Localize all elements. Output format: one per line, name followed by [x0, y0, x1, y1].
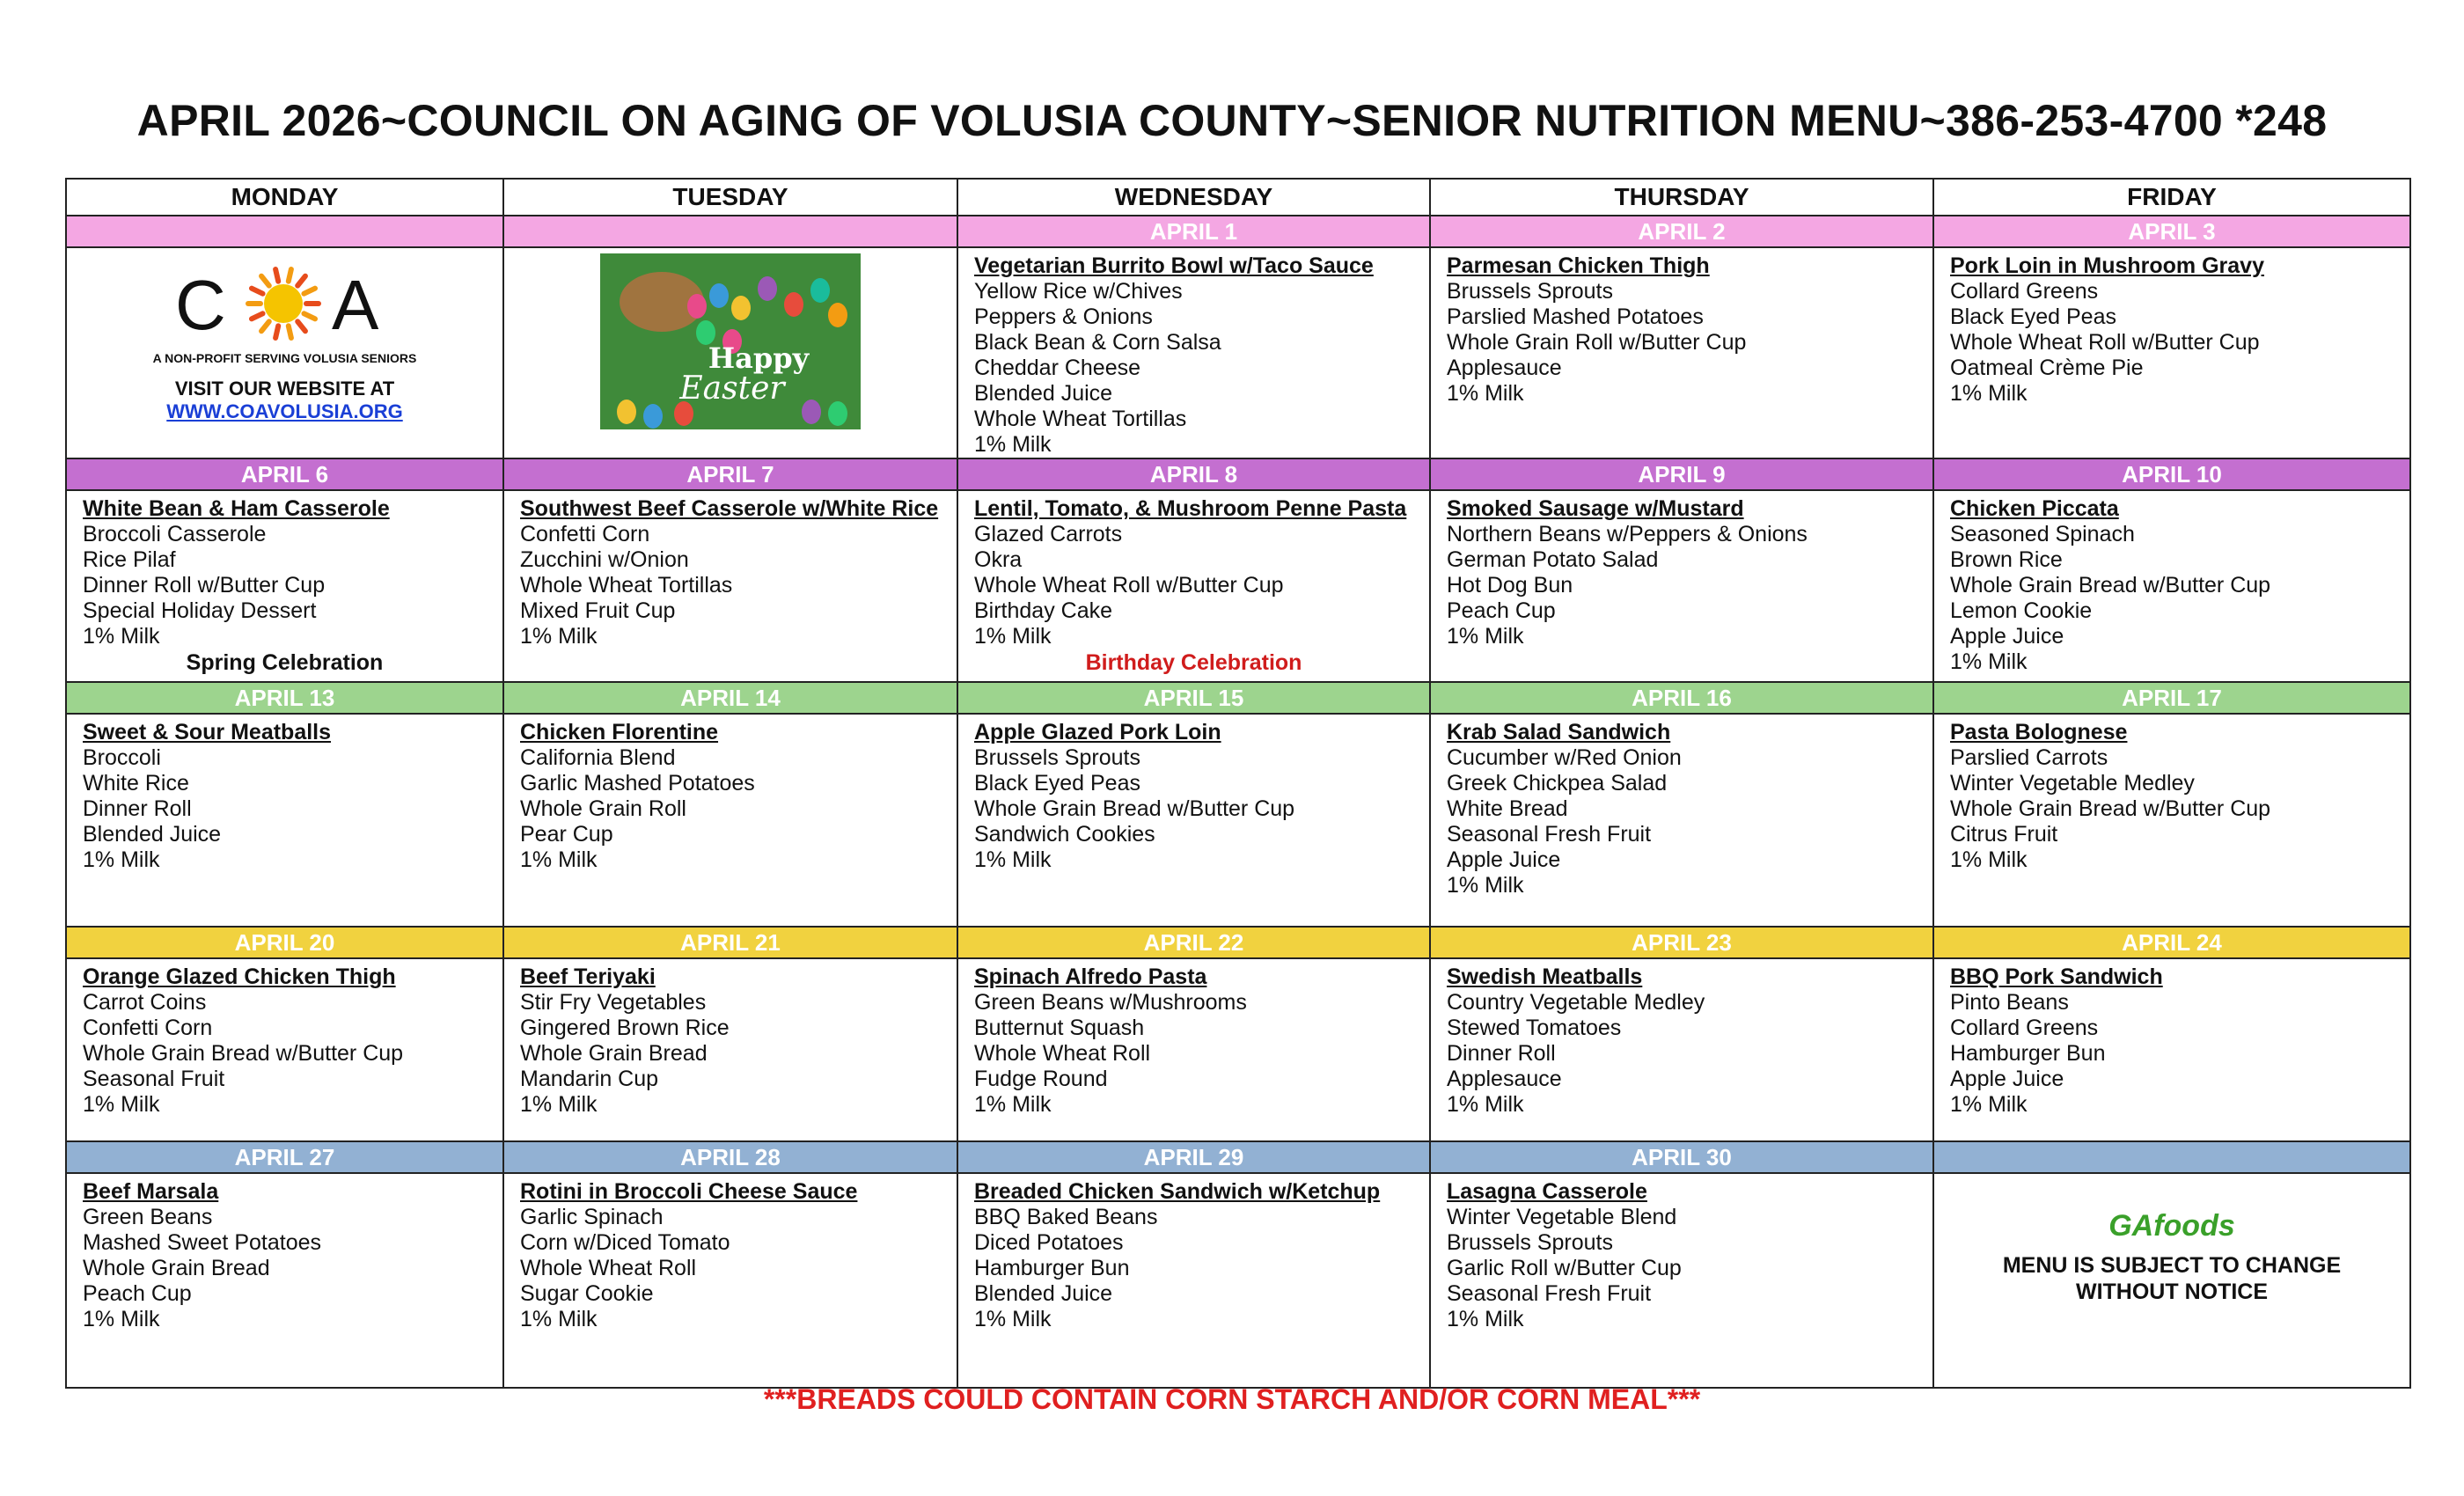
day-menu	[1934, 959, 2409, 1118]
menu-cell-friday	[1933, 490, 2410, 682]
easter-line2: Easter	[679, 370, 785, 407]
side-item: Whole Wheat Roll w/Butter Cup	[1950, 330, 2260, 355]
entree: Southwest Beef Casserole w/White Rice	[520, 496, 939, 521]
day-menu	[958, 491, 1429, 676]
menu-cell-thursday	[1430, 714, 1933, 927]
side-item: Seasoned Spinach	[1950, 522, 2135, 546]
side-item: 1% Milk	[1447, 873, 1524, 898]
page-title: APRIL 2026~COUNCIL ON AGING OF VOLUSIA COUNTY~SENIOR NUTRITION MENU~386-253-4700 *248	[136, 96, 2328, 145]
menu-cell-friday	[1933, 247, 2410, 458]
entree: Rotini in Broccoli Cheese Sauce	[520, 1179, 858, 1204]
entree: Chicken Florentine	[520, 720, 719, 744]
entree: Krab Salad Sandwich	[1447, 720, 1671, 744]
side-item: Sugar Cookie	[520, 1281, 654, 1306]
side-item: White Rice	[83, 771, 189, 796]
side-item: Black Eyed Peas	[974, 771, 1140, 796]
menu-cell-friday	[1933, 1173, 2410, 1388]
date-label: APRIL 21	[503, 927, 957, 958]
day-menu	[958, 959, 1429, 1118]
date-label: APRIL 13	[66, 682, 503, 714]
day-menu	[1934, 248, 2409, 407]
side-item: German Potato Salad	[1447, 547, 1659, 572]
side-item: 1% Milk	[520, 847, 598, 872]
side-item: Fudge Round	[974, 1067, 1108, 1091]
menu-cell-tuesday	[503, 490, 957, 682]
side-item: Special Holiday Dessert	[83, 598, 317, 623]
entree: Vegetarian Burrito Bowl w/Taco Sauce	[974, 253, 1374, 278]
side-item: Stir Fry Vegetables	[520, 990, 707, 1015]
date-label: APRIL 29	[957, 1141, 1430, 1173]
side-item: 1% Milk	[83, 624, 160, 649]
side-item: 1% Milk	[974, 624, 1052, 649]
side-item: Carrot Coins	[83, 990, 207, 1015]
side-item: Northern Beans w/Peppers & Onions	[1447, 522, 1808, 546]
side-item: Glazed Carrots	[974, 522, 1123, 546]
day-menu	[67, 959, 502, 1118]
side-item: 1% Milk	[520, 1307, 598, 1331]
side-item: Sandwich Cookies	[974, 822, 1155, 847]
date-label: APRIL 23	[1430, 927, 1933, 958]
entree: Sweet & Sour Meatballs	[83, 720, 332, 744]
date-label: APRIL 10	[1933, 458, 2410, 490]
entree: Apple Glazed Pork Loin	[974, 720, 1221, 744]
side-item: Whole Wheat Tortillas	[974, 407, 1187, 431]
side-item: Brussels Sprouts	[1447, 279, 1613, 304]
side-item: Blended Juice	[974, 381, 1113, 406]
date-label: APRIL 2	[1430, 216, 1933, 247]
day-menu	[958, 1174, 1429, 1332]
day-menu	[504, 715, 957, 873]
date-row-week-5	[66, 1141, 2410, 1173]
menu-row-week-4	[66, 958, 2410, 1141]
side-item: White Bread	[1447, 796, 1568, 821]
weekday-thursday: THURSDAY	[1430, 179, 1933, 216]
side-item: Blended Juice	[974, 1281, 1113, 1306]
menu-cell-monday	[66, 490, 503, 682]
weekday-tuesday: TUESDAY	[503, 179, 957, 216]
side-item: Mandarin Cup	[520, 1067, 659, 1091]
notice-line2: WITHOUT NOTICE	[2075, 1280, 2269, 1304]
side-item: Parslied Mashed Potatoes	[1447, 304, 1704, 329]
side-item: Dinner Roll	[83, 796, 192, 821]
day-menu	[1431, 715, 1932, 898]
date-row-week-1	[66, 216, 2410, 247]
side-item: Brown Rice	[1950, 547, 2063, 572]
side-item: 1% Milk	[1447, 381, 1524, 406]
menu-cell-wednesday	[957, 958, 1430, 1141]
side-item: Rice Pilaf	[83, 547, 176, 572]
side-item: 1% Milk	[520, 624, 598, 649]
entree: Smoked Sausage w/Mustard	[1447, 496, 1744, 521]
coa-logo-block	[67, 248, 502, 423]
entree: Pork Loin in Mushroom Gravy	[1950, 253, 2264, 278]
date-label: APRIL 8	[957, 458, 1430, 490]
side-item: Whole Wheat Roll	[520, 1256, 697, 1280]
menu-cell-thursday	[1430, 247, 1933, 458]
side-item: Brussels Sprouts	[974, 745, 1140, 770]
date-label: APRIL 7	[503, 458, 957, 490]
date-row-week-3	[66, 682, 2410, 714]
menu-cell-tuesday	[503, 958, 957, 1141]
side-item: 1% Milk	[1447, 1092, 1524, 1117]
date-label: APRIL 6	[66, 458, 503, 490]
side-item: 1% Milk	[83, 1307, 160, 1331]
side-item: Peach Cup	[1447, 598, 1556, 623]
side-item: Diced Potatoes	[974, 1230, 1124, 1255]
easter-line1: Happy	[708, 341, 810, 375]
side-item: Mashed Sweet Potatoes	[83, 1230, 321, 1255]
date-label: APRIL 20	[66, 927, 503, 958]
entree: Lasagna Casserole	[1447, 1179, 1647, 1204]
date-label: APRIL 27	[66, 1141, 503, 1173]
entree: Lentil, Tomato, & Mushroom Penne Pasta	[974, 496, 1407, 521]
day-menu	[1934, 715, 2409, 873]
day-menu	[1934, 491, 2409, 675]
day-menu	[504, 491, 957, 649]
svg-text:A: A	[331, 266, 378, 341]
side-item: Dinner Roll	[1447, 1041, 1556, 1066]
side-item: Applesauce	[1447, 1067, 1562, 1091]
side-item: Whole Grain Roll w/Butter Cup	[1447, 330, 1747, 355]
day-menu	[67, 715, 502, 873]
menu-calendar	[65, 178, 2411, 1389]
date-label: APRIL 22	[957, 927, 1430, 958]
day-menu	[1431, 491, 1932, 649]
side-item: Oatmeal Crème Pie	[1950, 356, 2144, 380]
side-item: Confetti Corn	[83, 1016, 213, 1040]
menu-cell-monday	[66, 958, 503, 1141]
side-item: Whole Wheat Tortillas	[520, 573, 733, 598]
menu-row-week-5	[66, 1173, 2410, 1388]
side-item: Stewed Tomatoes	[1447, 1016, 1622, 1040]
side-item: Seasonal Fresh Fruit	[1447, 1281, 1652, 1306]
side-item: Parslied Carrots	[1950, 745, 2108, 770]
menu-cell-tuesday	[503, 1173, 957, 1388]
side-item: Winter Vegetable Blend	[1447, 1205, 1677, 1229]
side-item: Peach Cup	[83, 1281, 192, 1306]
menu-cell-monday	[66, 714, 503, 927]
notice-line1: MENU IS SUBJECT TO CHANGE	[2002, 1253, 2342, 1278]
side-item: Brussels Sprouts	[1447, 1230, 1613, 1255]
date-label: APRIL 15	[957, 682, 1430, 714]
side-item: 1% Milk	[1950, 1092, 2028, 1117]
event-note-red: Birthday Celebration	[1085, 650, 1302, 675]
day-menu	[67, 1174, 502, 1332]
date-label: APRIL 28	[503, 1141, 957, 1173]
side-item: Whole Grain Roll	[520, 796, 686, 821]
entree: Beef Marsala	[83, 1179, 219, 1204]
side-item: Gingered Brown Rice	[520, 1016, 730, 1040]
side-item: 1% Milk	[83, 1092, 160, 1117]
entree: Chicken Piccata	[1950, 496, 2119, 521]
menu-cell-wednesday	[957, 1173, 1430, 1388]
date-label: APRIL 1	[957, 216, 1430, 247]
date-label	[66, 216, 503, 247]
menu-cell-thursday	[1430, 490, 1933, 682]
side-item: Mixed Fruit Cup	[520, 598, 676, 623]
visit-website-label: VISIT OUR WEBSITE AT	[174, 378, 395, 400]
side-item: Birthday Cake	[974, 598, 1113, 623]
side-item: Garlic Spinach	[520, 1205, 664, 1229]
date-label: APRIL 17	[1933, 682, 2410, 714]
side-item: Citrus Fruit	[1950, 822, 2058, 847]
menu-cell-thursday	[1430, 1173, 1933, 1388]
side-item: Dinner Roll w/Butter Cup	[83, 573, 326, 598]
weekday-header-row	[66, 179, 2410, 216]
side-item: Whole Grain Bread w/Butter Cup	[83, 1041, 404, 1066]
menu-row-week-2	[66, 490, 2410, 682]
side-item: Applesauce	[1447, 356, 1562, 380]
menu-row-week-1	[66, 247, 2410, 458]
side-item: 1% Milk	[1950, 649, 2028, 674]
side-item: Corn w/Diced Tomato	[520, 1230, 730, 1255]
day-menu	[67, 491, 502, 676]
side-item: Butternut Squash	[974, 1016, 1145, 1040]
side-item: Peppers & Onions	[974, 304, 1153, 329]
menu-cell-friday	[1933, 958, 2410, 1141]
date-row-week-4	[66, 927, 2410, 958]
side-item: Black Bean & Corn Salsa	[974, 330, 1221, 355]
side-item: Hot Dog Bun	[1447, 573, 1573, 598]
entree: BBQ Pork Sandwich	[1950, 964, 2163, 989]
date-label: APRIL 14	[503, 682, 957, 714]
allergen-footer-note: ***BREADS COULD CONTAIN CORN STARCH AND/OR CORN MEAL***	[763, 1383, 1701, 1415]
side-item: Hamburger Bun	[974, 1256, 1130, 1280]
side-item: California Blend	[520, 745, 676, 770]
day-menu	[504, 959, 957, 1118]
date-row-week-2	[66, 458, 2410, 490]
side-item: Pear Cup	[520, 822, 613, 847]
day-menu	[958, 715, 1429, 873]
side-item: Greek Chickpea Salad	[1447, 771, 1668, 796]
side-item: Okra	[974, 547, 1023, 572]
menu-cell-wednesday	[957, 247, 1430, 458]
side-item: Hamburger Bun	[1950, 1041, 2106, 1066]
entree: Beef Teriyaki	[520, 964, 656, 989]
coa-logo	[140, 266, 430, 341]
menu-cell-friday	[1933, 714, 2410, 927]
entree: White Bean & Ham Casserole	[83, 496, 390, 521]
side-item: Apple Juice	[1950, 624, 2064, 649]
side-item: Collard Greens	[1950, 1016, 2099, 1040]
side-item: Garlic Roll w/Butter Cup	[1447, 1256, 1682, 1280]
side-item: Whole Grain Bread w/Butter Cup	[974, 796, 1295, 821]
side-item: Whole Grain Bread w/Butter Cup	[1950, 796, 2271, 821]
date-label: APRIL 24	[1933, 927, 2410, 958]
date-label: APRIL 9	[1430, 458, 1933, 490]
ga-foods-block	[1934, 1174, 2409, 1305]
side-item: Yellow Rice w/Chives	[974, 279, 1183, 304]
coa-tagline: A NON-PROFIT SERVING VOLUSIA SENIORS	[152, 351, 417, 365]
day-menu	[1431, 248, 1932, 407]
side-item: Pinto Beans	[1950, 990, 2069, 1015]
date-label: APRIL 16	[1430, 682, 1933, 714]
side-item: Broccoli Casserole	[83, 522, 267, 546]
side-item: Winter Vegetable Medley	[1950, 771, 2195, 796]
weekday-monday: MONDAY	[66, 179, 503, 216]
side-item: Blended Juice	[83, 822, 222, 847]
side-item: BBQ Baked Beans	[974, 1205, 1158, 1229]
side-item: Confetti Corn	[520, 522, 650, 546]
side-item: Garlic Mashed Potatoes	[520, 771, 755, 796]
side-item: 1% Milk	[1447, 624, 1524, 649]
side-item: 1% Milk	[1950, 381, 2028, 406]
side-item: Cheddar Cheese	[974, 356, 1141, 380]
ga-foods-logo: GAfoods	[2108, 1209, 2235, 1243]
side-item: 1% Milk	[1447, 1307, 1524, 1331]
entree: Orange Glazed Chicken Thigh	[83, 964, 396, 989]
side-item: 1% Milk	[974, 432, 1052, 457]
entree: Spinach Alfredo Pasta	[974, 964, 1207, 989]
day-menu	[504, 1174, 957, 1332]
side-item: Apple Juice	[1950, 1067, 2064, 1091]
side-item: Whole Grain Bread w/Butter Cup	[1950, 573, 2271, 598]
side-item: 1% Milk	[974, 1307, 1052, 1331]
weekday-wednesday: WEDNESDAY	[957, 179, 1430, 216]
side-item: Whole Grain Bread	[83, 1256, 270, 1280]
date-label: APRIL 30	[1430, 1141, 1933, 1173]
side-item: Apple Juice	[1447, 847, 1561, 872]
side-item: 1% Milk	[974, 847, 1052, 872]
menu-cell-wednesday	[957, 714, 1430, 927]
side-item: Collard Greens	[1950, 279, 2099, 304]
menu-cell-wednesday	[957, 490, 1430, 682]
side-item: Lemon Cookie	[1950, 598, 2093, 623]
event-note: Spring Celebration	[186, 650, 384, 675]
side-item: Black Eyed Peas	[1950, 304, 2116, 329]
side-item: 1% Milk	[1950, 847, 2028, 872]
menu-cell-monday	[66, 247, 503, 458]
date-label: APRIL 3	[1933, 216, 2410, 247]
menu-cell-tuesday	[503, 714, 957, 927]
side-item: Whole Grain Bread	[520, 1041, 708, 1066]
side-item: Green Beans w/Mushrooms	[974, 990, 1247, 1015]
entree: Breaded Chicken Sandwich w/Ketchup	[974, 1179, 1381, 1204]
day-menu	[1431, 959, 1932, 1118]
side-item: Seasonal Fruit	[83, 1067, 225, 1091]
svg-text:C: C	[174, 266, 226, 341]
side-item: 1% Milk	[520, 1092, 598, 1117]
menu-cell-thursday	[1430, 958, 1933, 1141]
day-menu	[958, 248, 1429, 458]
side-item: Cucumber w/Red Onion	[1447, 745, 1682, 770]
entree: Swedish Meatballs	[1447, 964, 1643, 989]
weekday-friday: FRIDAY	[1933, 179, 2410, 216]
side-item: 1% Milk	[83, 847, 160, 872]
side-item: Whole Wheat Roll	[974, 1041, 1151, 1066]
entree: Parmesan Chicken Thigh	[1447, 253, 1710, 278]
side-item: Country Vegetable Medley	[1447, 990, 1705, 1015]
side-item: Zucchini w/Onion	[520, 547, 689, 572]
website-link[interactable]: WWW.COAVOLUSIA.ORG	[166, 400, 403, 422]
side-item: Green Beans	[83, 1205, 213, 1229]
happy-easter-image	[600, 253, 861, 429]
menu-cell-tuesday	[503, 247, 957, 458]
date-label	[1933, 1141, 2410, 1173]
entree: Pasta Bolognese	[1950, 720, 2128, 744]
side-item: Seasonal Fresh Fruit	[1447, 822, 1652, 847]
day-menu	[1431, 1174, 1932, 1332]
menu-row-week-3	[66, 714, 2410, 927]
menu-cell-monday	[66, 1173, 503, 1388]
date-label	[503, 216, 957, 247]
side-item: Whole Wheat Roll w/Butter Cup	[974, 573, 1284, 598]
side-item: 1% Milk	[974, 1092, 1052, 1117]
side-item: Broccoli	[83, 745, 161, 770]
menu-change-notice	[1934, 1252, 2409, 1305]
